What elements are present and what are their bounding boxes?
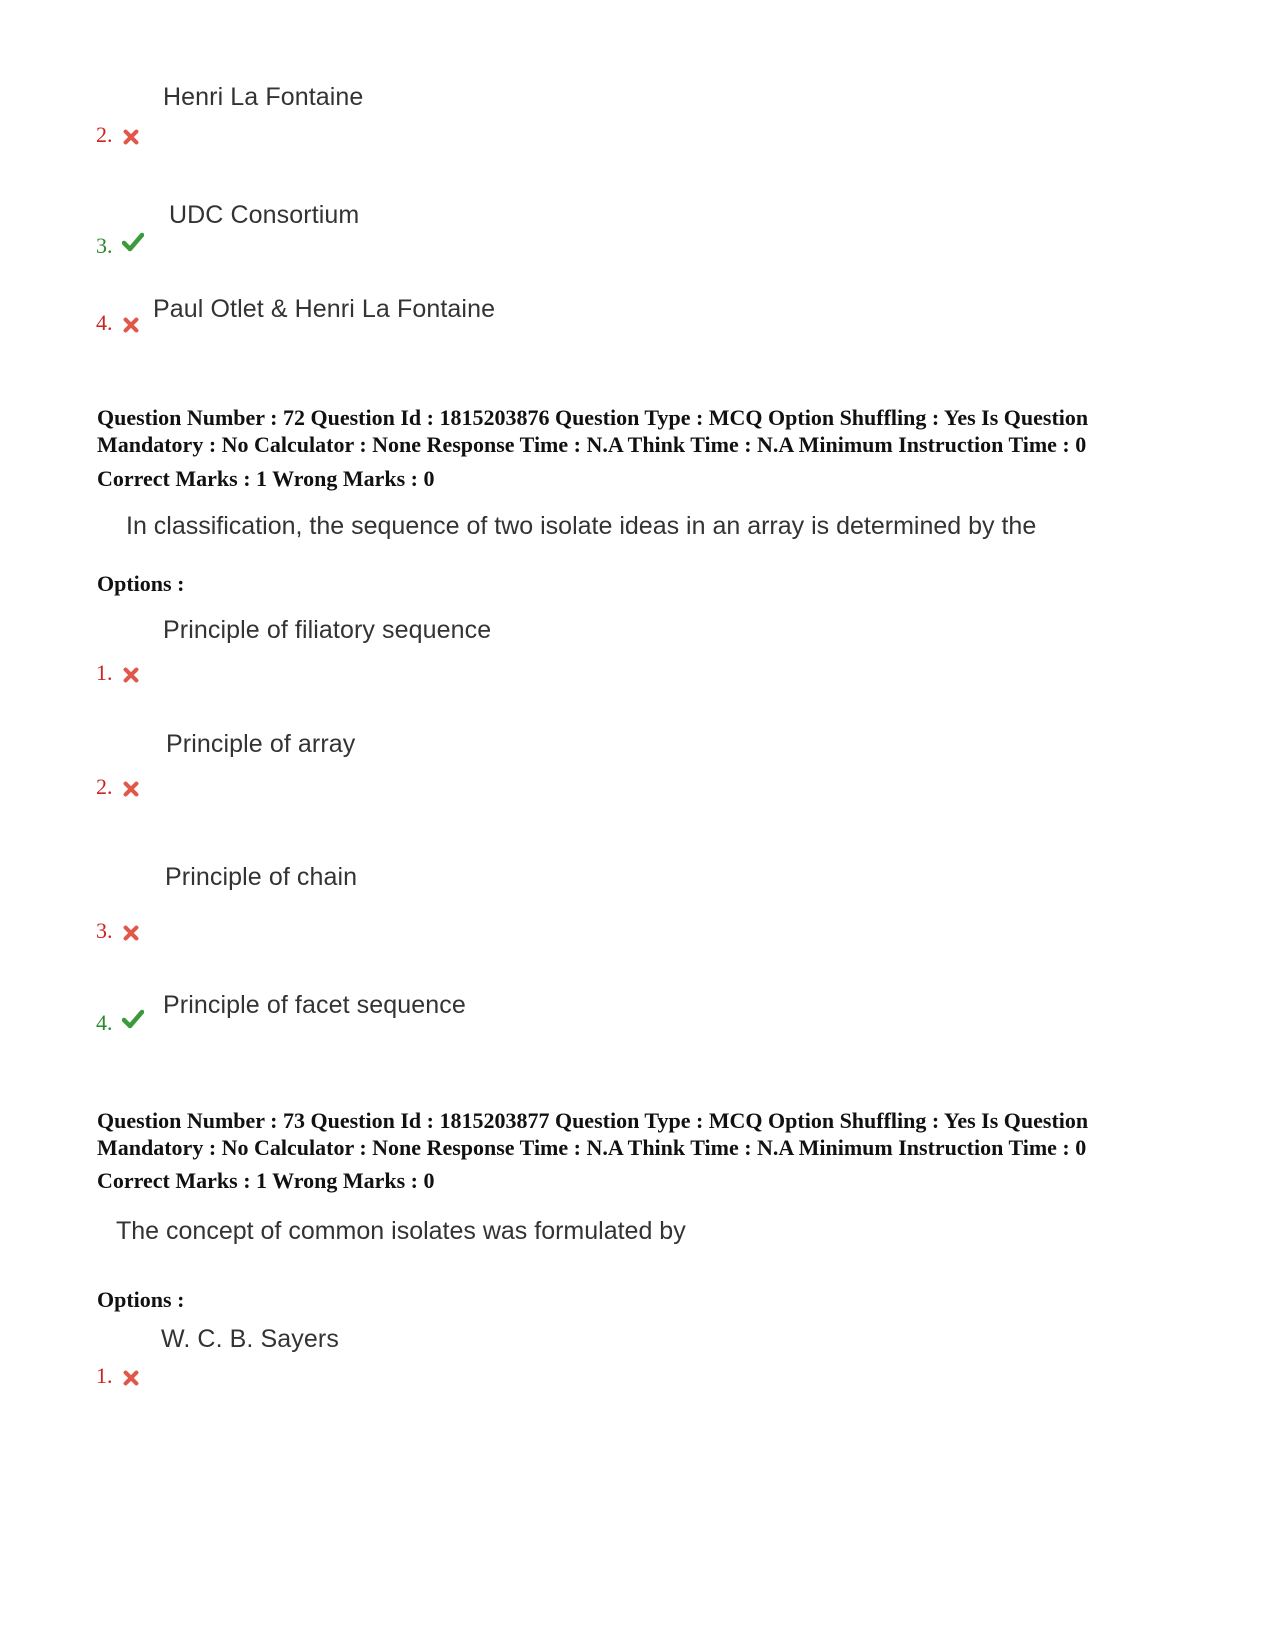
question-meta [97,404,1187,458]
option-number: 4. [96,1010,113,1035]
option-marker [96,310,140,336]
cross-icon [122,1369,140,1387]
check-icon [122,1009,144,1029]
cross-icon [122,924,140,942]
option-marker [96,1363,140,1389]
question-meta-line: Question Number : 73 Question Id : 1815203877 Question Type : MCQ Option Shuffling : Yes Is Question [97,1108,1089,1133]
option-marker [96,774,140,800]
options-label: Options : [97,1287,185,1312]
option-text: Principle of array [166,730,356,758]
option-number: 4. [96,310,113,335]
options-label: Options : [97,571,185,596]
option-marker [96,660,140,686]
option-text: Principle of filiatory sequence [163,616,492,644]
option-marker [96,122,140,148]
cross-icon [122,128,140,146]
option-number: 2. [96,122,113,147]
option-marker [96,1010,144,1036]
option-number: 1. [96,660,113,685]
question-text: The concept of common isolates was formulated by [116,1217,686,1245]
option-text: Henri La Fontaine [163,83,364,111]
cross-icon [122,316,140,334]
option-text: W. C. B. Sayers [161,1325,339,1353]
option-number: 2. [96,774,113,799]
cross-icon [122,780,140,798]
question-meta-line: Mandatory : No Calculator : None Response Time : N.A Think Time : N.A Minimum Instruction Time : 0 [97,1135,1087,1160]
option-number: 3. [96,918,113,943]
question-meta [97,1107,1187,1161]
option-text: Principle of facet sequence [163,991,466,1019]
marks-info: Correct Marks : 1 Wrong Marks : 0 [97,466,435,491]
option-marker [96,918,140,944]
check-icon [122,232,144,252]
option-marker [96,233,144,259]
option-number: 1. [96,1363,113,1388]
option-text: UDC Consortium [169,201,360,229]
cross-icon [122,666,140,684]
question-meta-line: Mandatory : No Calculator : None Response Time : N.A Think Time : N.A Minimum Instruction Time : 0 [97,432,1087,457]
option-number: 3. [96,233,113,258]
question-meta-line: Question Number : 72 Question Id : 1815203876 Question Type : MCQ Option Shuffling : Yes Is Question [97,405,1089,430]
option-text: Principle of chain [165,863,358,891]
option-text: Paul Otlet & Henri La Fontaine [153,295,496,323]
question-text: In classification, the sequence of two isolate ideas in an array is determined by the [126,512,1037,540]
marks-info: Correct Marks : 1 Wrong Marks : 0 [97,1168,435,1193]
